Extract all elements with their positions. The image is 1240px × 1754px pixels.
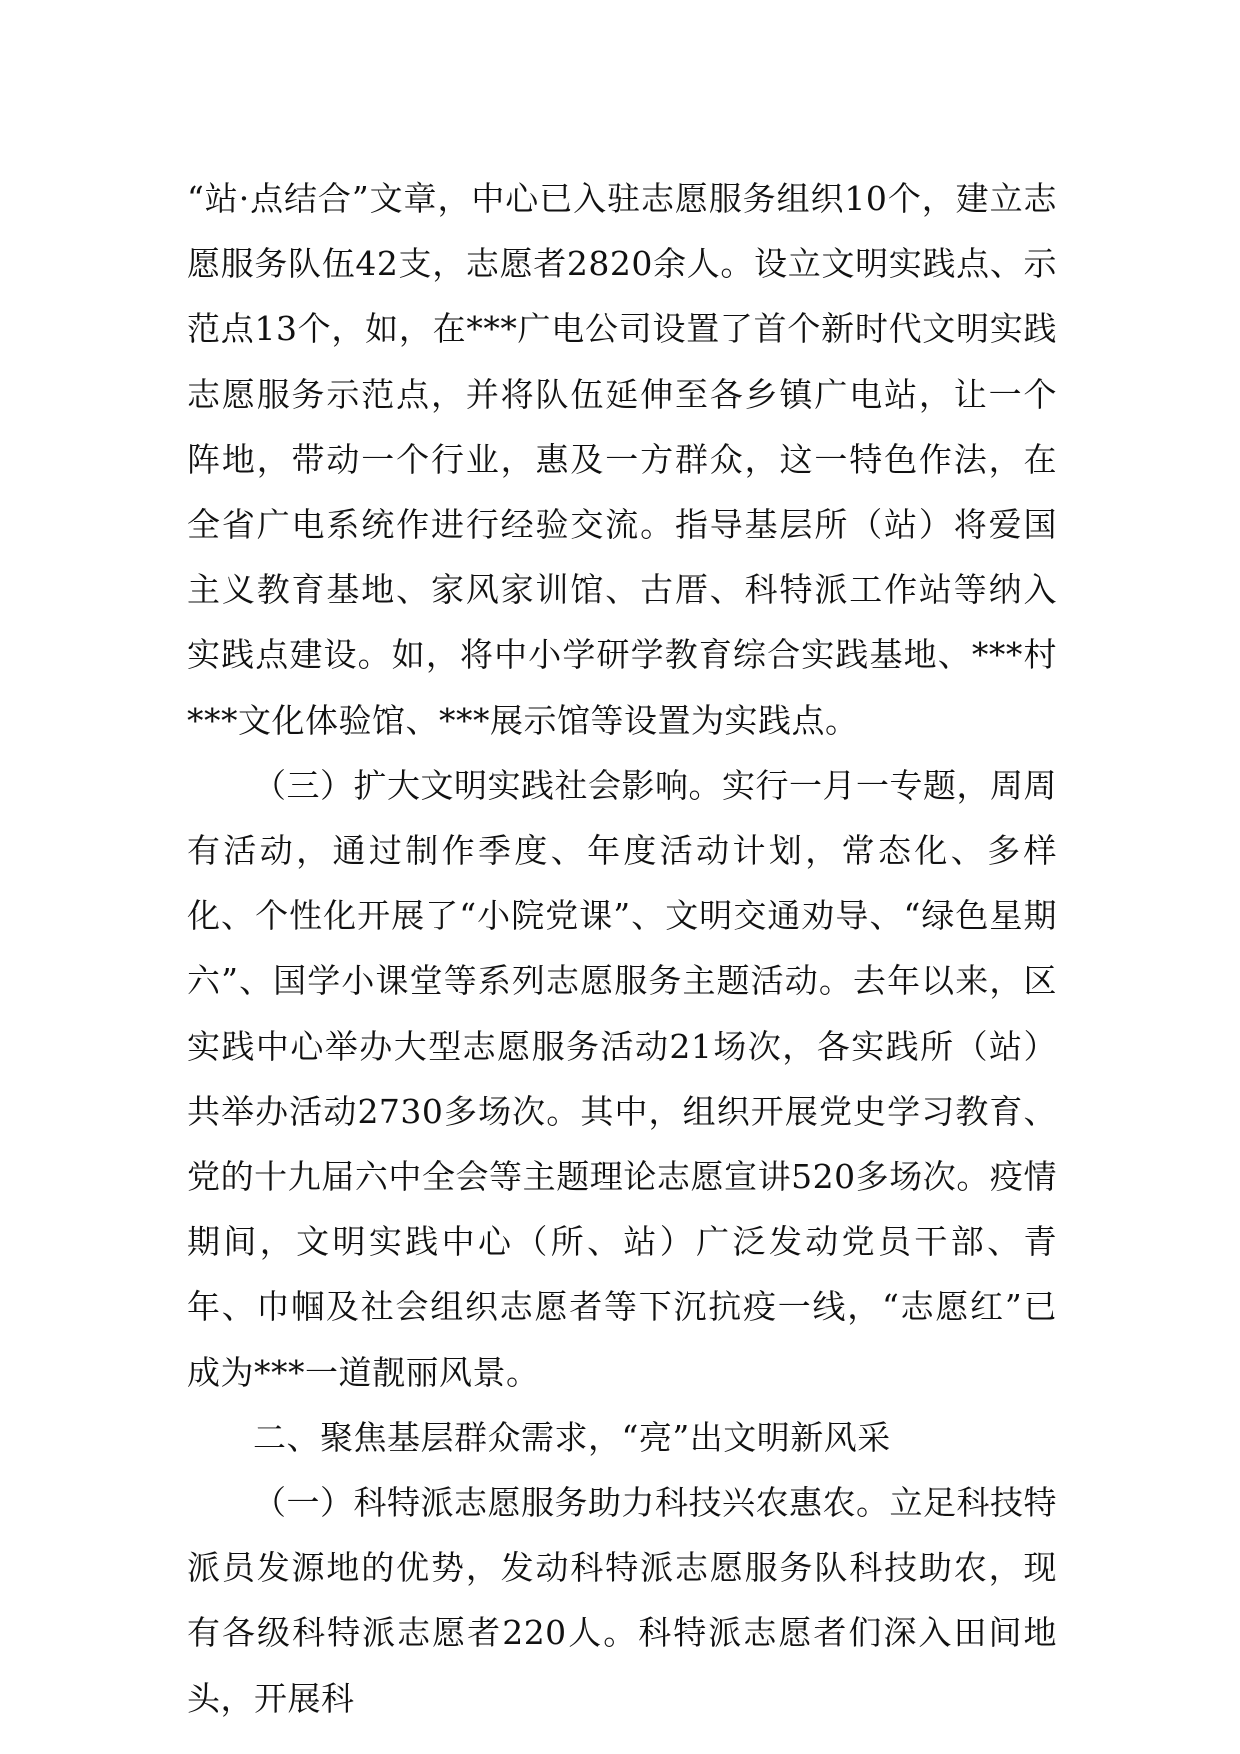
document-body bbox=[187, 166, 1057, 1731]
paragraph-section-2-1: （一）科特派志愿服务助力科技兴农惠农。立足科技特派员发源地的优势，发动科特派志愿服务队科技助农，现有各级科特派志愿者220人。科特派志愿者们深入田间地头，开展科 bbox=[187, 1483, 1057, 1718]
paragraph-section-3: （三）扩大文明实践社会影响。实行一月一专题，周周有活动，通过制作季度、年度活动计划，常态化、多样化、个性化开展了“小院党课”、文明交通劝导、“绿色星期六”、国学小课堂等系列志愿服务主题活动。去年以来，区实践中心举办大型志愿服务活动21场次，各实践所（站）共举办活动2730多场次。其中，组织开展党史学习教育、党的十九届六中全会等主题理论志愿宣讲520多场次。疫情期间，文明实践中心（所、站）广泛发动党员干部、青年、巾帼及社会组织志愿者等下沉抗疫一线，“志愿红”已成为***一道靓丽风景。 bbox=[187, 765, 1057, 1392]
paragraph-continuation: “站·点结合”文章，中心已入驻志愿服务组织10个，建立志愿服务队伍42支，志愿者2820余人。设立文明实践点、示范点13个，如，在***广电公司设置了首个新时代文明实践志愿服务示范点，并将队伍延伸至各乡镇广电站，让一个阵地，带动一个行业，惠及一方群众，这一特色作法，在全省广电系统作进行经验交流。指导基层所（站）将爱国主义教育基地、家风家训馆、古厝、科特派工作站等纳入实践点建设。如，将中小学研学教育综合实践基地、***村***文化体验馆、***展示馆等设置为实践点。 bbox=[187, 179, 1057, 740]
section-heading: 二、聚焦基层群众需求，“亮”出文明新风采 bbox=[253, 1417, 891, 1457]
